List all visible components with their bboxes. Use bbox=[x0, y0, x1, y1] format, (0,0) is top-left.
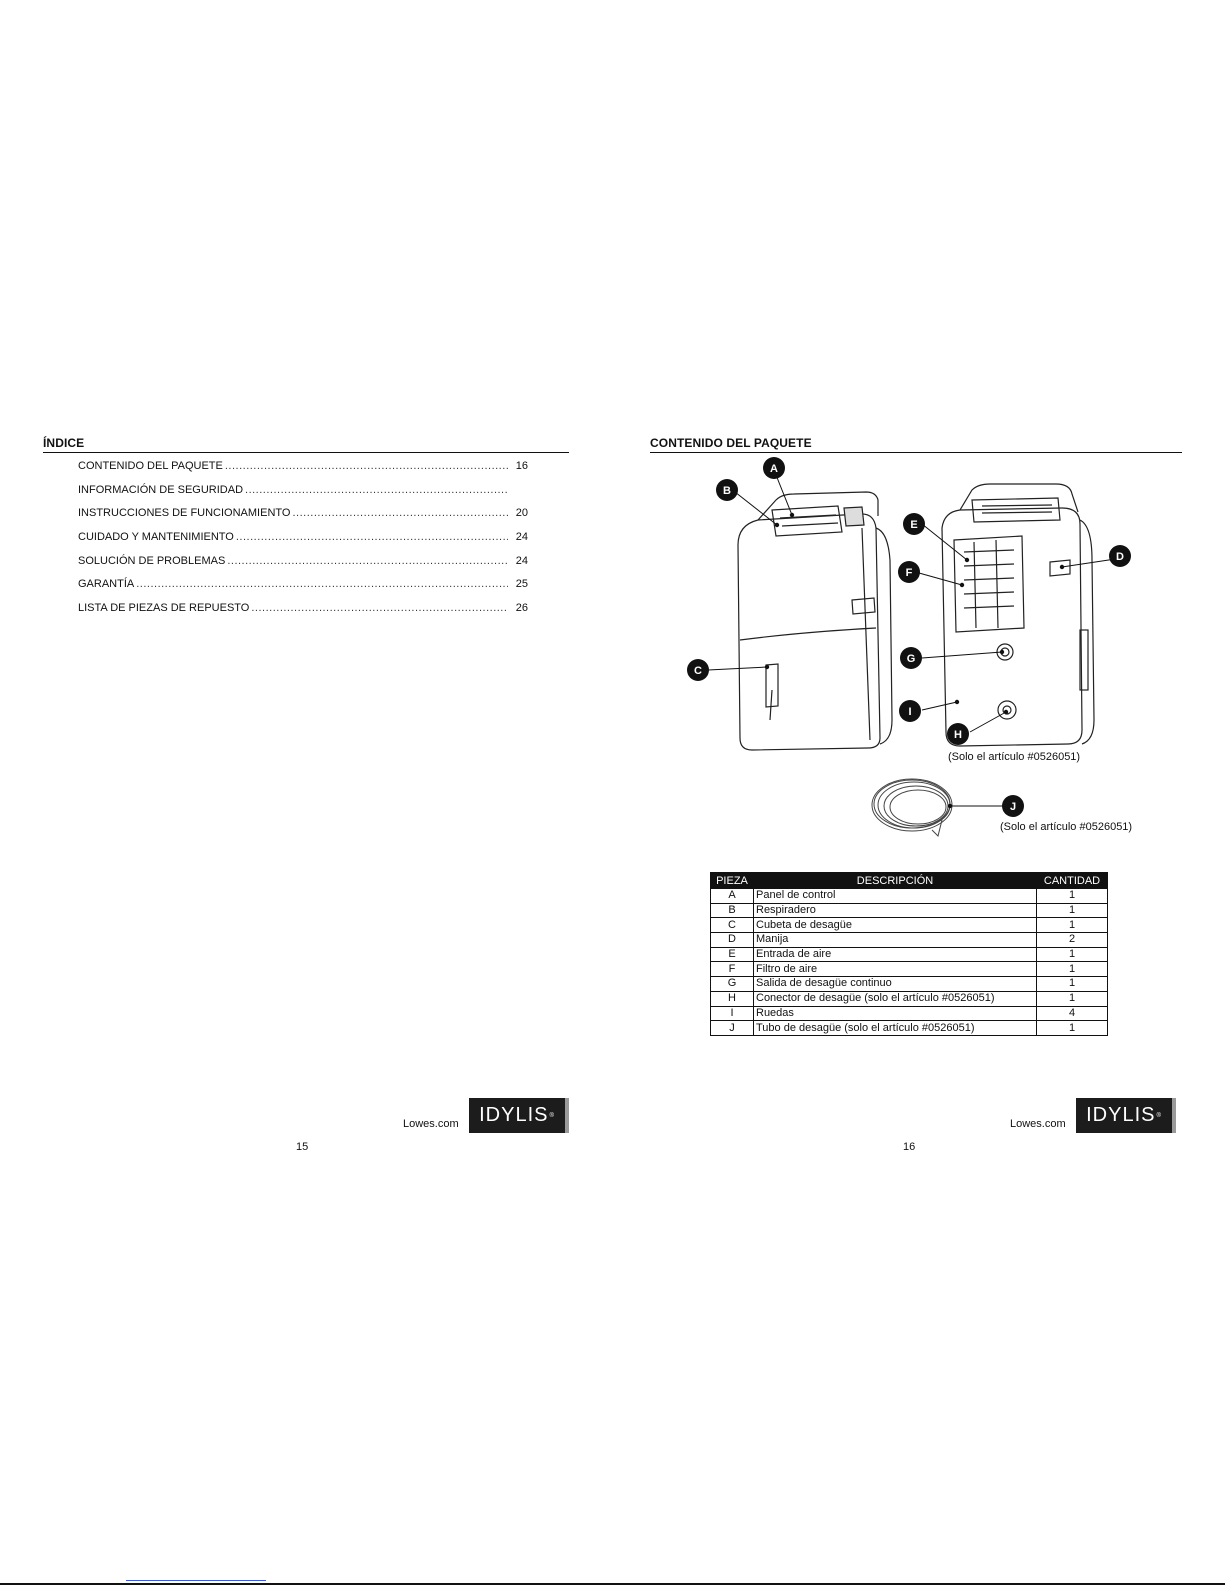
toc-item-page: 20 bbox=[515, 507, 528, 520]
table-header-row bbox=[711, 873, 1108, 889]
toc-item-page: 24 bbox=[515, 554, 528, 567]
dehumidifier-front-illustration bbox=[738, 492, 892, 750]
toc-item-garantia[interactable] bbox=[78, 578, 528, 602]
toc-item-repuesto[interactable] bbox=[78, 602, 528, 626]
table-row: J Tubo de desagüe (solo el artículo #0526051) 1 bbox=[711, 1021, 1108, 1036]
note-h: (Solo el artículo #0526051) bbox=[948, 751, 1081, 763]
footer-site-link[interactable]: Lowes.com bbox=[403, 1118, 459, 1130]
callout-b bbox=[716, 479, 738, 501]
svg-text:I: I bbox=[908, 706, 912, 718]
callout-a bbox=[763, 457, 785, 479]
table-row: G Salida de desagüe continuo 1 bbox=[711, 977, 1108, 992]
table-row: B Respiradero 1 bbox=[711, 903, 1108, 918]
callout-i bbox=[899, 700, 921, 722]
toc-title: ÍNDICE bbox=[43, 436, 569, 453]
parts-table bbox=[710, 872, 1108, 1036]
note-j: (Solo el artículo #0526051) bbox=[1000, 821, 1133, 833]
table-row: D Manija 2 bbox=[711, 933, 1108, 948]
svg-text:E: E bbox=[910, 519, 918, 531]
column-header-descripcion: DESCRIPCIÓN bbox=[754, 873, 1037, 889]
table-row: I Ruedas 4 bbox=[711, 1006, 1108, 1021]
table-row: F Filtro de aire 1 bbox=[711, 962, 1108, 977]
toc-item-page: 25 bbox=[515, 578, 528, 591]
toc-item-problemas[interactable] bbox=[78, 555, 528, 579]
brand-logo: IDYLIS ® bbox=[1076, 1098, 1172, 1133]
svg-text:C: C bbox=[694, 665, 702, 677]
brand-logo: IDYLIS ® bbox=[469, 1098, 565, 1133]
toc-item-seguridad[interactable] bbox=[78, 484, 528, 508]
drain-hose-illustration bbox=[872, 779, 952, 836]
dehumidifier-back-illustration bbox=[942, 484, 1094, 746]
callout-g bbox=[900, 647, 922, 669]
toc-item-label: GARANTÍA bbox=[78, 578, 135, 591]
table-of-contents bbox=[78, 460, 528, 626]
column-header-pieza: PIEZA bbox=[711, 873, 754, 889]
package-contents-title: CONTENIDO DEL PAQUETE bbox=[650, 436, 1182, 453]
toc-item-label: CUIDADO Y MANTENIMIENTO bbox=[78, 531, 234, 544]
toc-item-instrucciones[interactable] bbox=[78, 507, 528, 531]
callout-f bbox=[898, 561, 920, 583]
toc-item-page: 26 bbox=[515, 602, 528, 615]
callout-j bbox=[1002, 795, 1024, 817]
table-row: E Entrada de aire 1 bbox=[711, 947, 1108, 962]
toc-item-label: CONTENIDO DEL PAQUETE bbox=[78, 460, 223, 472]
svg-text:D: D bbox=[1116, 551, 1124, 563]
callout-h bbox=[947, 723, 969, 745]
toc-item-contenido[interactable] bbox=[78, 460, 528, 484]
link-underline[interactable] bbox=[126, 1580, 266, 1581]
toc-item-page: 16 bbox=[515, 460, 528, 472]
footer-site-link[interactable]: Lowes.com bbox=[1010, 1118, 1066, 1130]
svg-text:H: H bbox=[954, 729, 962, 741]
svg-text:A: A bbox=[770, 463, 778, 475]
svg-text:B: B bbox=[723, 485, 731, 497]
column-header-cantidad: CANTIDAD bbox=[1037, 873, 1108, 889]
callout-c bbox=[687, 659, 709, 681]
svg-text:J: J bbox=[1009, 801, 1017, 813]
dehumidifier-diagram bbox=[612, 0, 1225, 860]
svg-text:F: F bbox=[905, 567, 913, 579]
page-number: 15 bbox=[296, 1141, 309, 1153]
toc-item-label: LISTA DE PIEZAS DE REPUESTO bbox=[78, 602, 250, 615]
toc-item-cuidado[interactable] bbox=[78, 531, 528, 555]
toc-item-label: INSTRUCCIONES DE FUNCIONAMIENTO bbox=[78, 507, 291, 520]
toc-item-label: SOLUCIÓN DE PROBLEMAS bbox=[78, 554, 226, 567]
toc-item-page: 24 bbox=[515, 531, 528, 544]
right-page bbox=[612, 0, 1225, 1585]
table-row: H Conector de desagüe (solo el artículo #0526051) 1 bbox=[711, 991, 1108, 1006]
svg-text:G: G bbox=[906, 653, 916, 665]
left-page bbox=[0, 0, 612, 1585]
table-row: C Cubeta de desagüe 1 bbox=[711, 918, 1108, 933]
callout-e bbox=[903, 513, 925, 535]
toc-item-label: INFORMACIÓN DE SEGURIDAD bbox=[78, 483, 244, 496]
page-number: 16 bbox=[903, 1141, 916, 1153]
callout-d bbox=[1109, 545, 1131, 567]
table-row: A Panel de control 1 bbox=[711, 889, 1108, 904]
